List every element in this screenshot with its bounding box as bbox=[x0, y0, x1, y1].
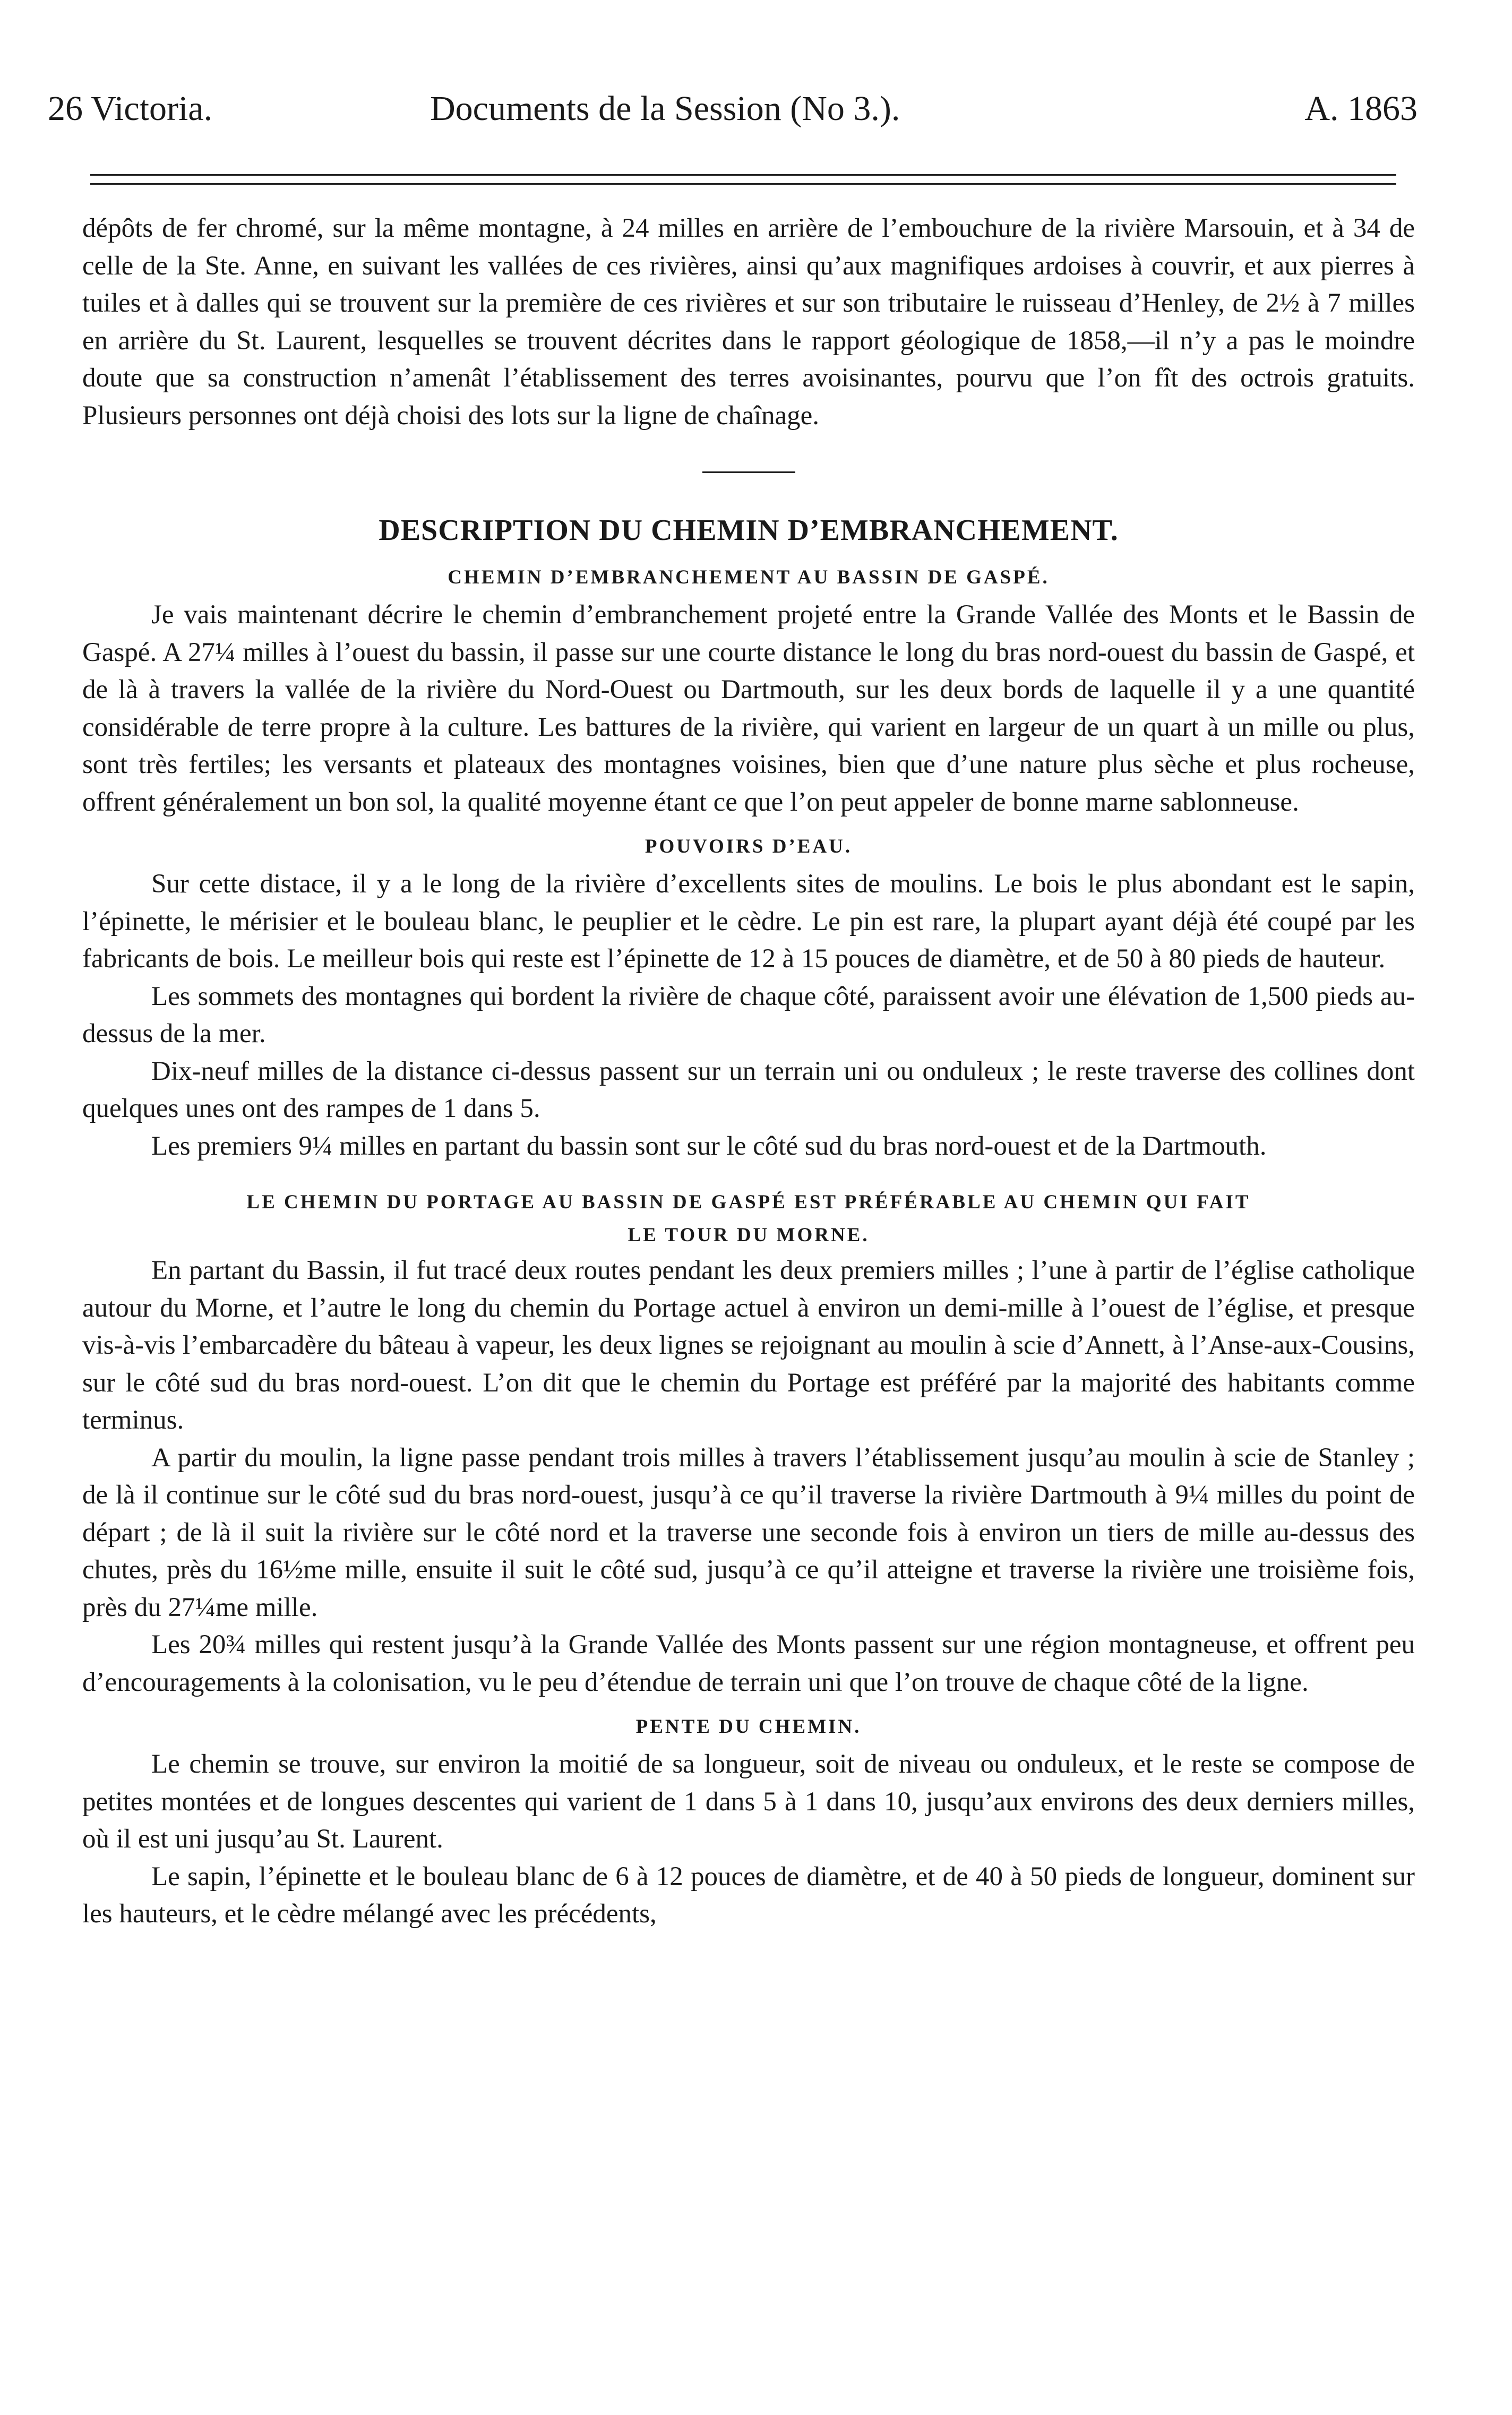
section-heading-slope: PENTE DU CHEMIN. bbox=[635, 1716, 862, 1738]
header-title: Documents de la Session (No 3.). bbox=[430, 89, 900, 128]
document-body bbox=[82, 210, 1415, 1933]
main-heading: DESCRIPTION DU CHEMIN D’EMBRANCHEMENT. bbox=[379, 514, 1119, 547]
running-header bbox=[48, 80, 1418, 138]
section-heading-portage bbox=[82, 1186, 1415, 1252]
section-heading-water-power: POUVOIRS D’EAU. bbox=[645, 836, 853, 857]
header-double-rule bbox=[90, 174, 1396, 185]
paragraph: Dix-neuf milles de la distance ci-dessus passent sur un terrain uni ou onduleux ; le reste traverse des collines dont quelques unes ont des rampes de 1 dans 5. bbox=[82, 1056, 1415, 1123]
paragraph: Le sapin, l’épinette et le bouleau blanc de 6 à 12 pouces de diamètre, et de 40 à 50 pieds de longueur, dominent sur les hauteurs, et le cèdre mélangé avec les précédents, bbox=[82, 1861, 1415, 1929]
paragraph: Les sommets des montagnes qui bordent la rivière de chaque côté, paraissent avoir une élévation de 1,500 pieds au-dessus de la mer. bbox=[82, 981, 1415, 1048]
section-heading-gaspe: CHEMIN D’EMBRANCHEMENT AU BASSIN DE GASPÉ. bbox=[448, 566, 1050, 588]
paragraph: Les 20¾ milles qui restent jusqu’à la Grande Vallée des Monts passent sur une région montagneuse, et offrent peu d’encouragements à la colonisation, vu le peu d’étendue de terrain uni que l’on trouve de chaque côté de la ligne. bbox=[82, 1630, 1415, 1697]
header-year: A. 1863 bbox=[1304, 89, 1418, 128]
paragraph: Je vais maintenant décrire le chemin d’embranchement projeté entre la Grande Vallée des Monts et le Bassin de Gaspé. A 27¼ milles à l’ouest du bassin, il passe sur une courte distance le long du bras nord-ouest du bassin de Gaspé, et de là à travers la vallée de la rivière du Nord-Ouest ou Dartmouth, sur les deux bords de laquelle il y a une quantité considérable de terre propre à la culture. Les battures de la rivière, qui varient en largeur de un quart à un mille ou plus, sont très fertiles; les versants et plateaux des montagnes voisines, bien que d’une nature plus sèche et plus rocheuse, offrent généralement un bon sol, la qualité moyenne étant ce que l’on peut appeler de bonne marne sablonneuse. bbox=[82, 600, 1415, 817]
section-divider bbox=[702, 471, 795, 473]
intro-paragraph: dépôts de fer chromé, sur la même montagne, à 24 milles en arrière de l’embouchure de la rivière Marsouin, et à 34 de celle de la Ste. Anne, en suivant les vallées de ces rivières, ainsi qu’aux magnifiques ardoises à couvrir, et aux pierres à tuiles et à dalles qui se trouvent sur la première de ces rivières et sur son tributaire le ruisseau d’Henley, de 2½ à 7 milles en arrière du St. Laurent, lesquelles se trouvent décrites dans le rapport géologique de 1858,—il n’y a pas le moindre doute que sa construction n’amenât l’établissement des terres avoisinantes, pourvu que l’on fît des octrois gratuits. Plusieurs personnes ont déjà choisi des lots sur la ligne de chaînage. bbox=[82, 213, 1415, 431]
paragraph: A partir du moulin, la ligne passe pendant trois milles à travers l’établissement jusqu’au moulin à scie de Stanley ; de là il continue sur le côté sud du bras nord-ouest, jusqu’à ce qu’il traverse la rivière Dartmouth à 9¼ milles du point de départ ; de là il suit la rivière sur le côté nord et la traverse une seconde fois à environ un tiers de mille au-dessus des chutes, près du 16½me mille, ensuite il suit le côté sud, jusqu’à ce qu’il atteigne et traverse la rivière une troisième fois, près du 27¼me mille. bbox=[82, 1442, 1415, 1622]
paragraph: Les premiers 9¼ milles en partant du bassin sont sur le côté sud du bras nord-ouest et de la Dartmouth. bbox=[151, 1131, 1267, 1161]
paragraph: En partant du Bassin, il fut tracé deux routes pendant les deux premiers milles ; l’une à partir de l’église catholique autour du Morne, et l’autre le long du chemin du Portage actuel à environ un demi-mille à l’ouest de l’église, et presque vis-à-vis l’embarcadère du bâteau à vapeur, les deux lignes se rejoignant au moulin à scie d’Annett, à l’Anse-aux-Cousins, sur le côté sud du bras nord-ouest. L’on dit que le chemin du Portage est préféré par la majorité des habitants comme terminus. bbox=[82, 1256, 1415, 1435]
section-heading-portage-line1: LE CHEMIN DU PORTAGE AU BASSIN DE GASPÉ EST PRÉFÉRABLE AU CHEMIN QUI FAIT bbox=[246, 1191, 1251, 1213]
paragraph: Sur cette distace, il y a le long de la rivière d’excellents sites de moulins. Le bois le plus abondant est le sapin, l’épinette, le mérisier et le bouleau blanc, le peuplier et le cèdre. Le pin est rare, la plupart ayant déjà été coupé par les fabricants de bois. Le meilleur bois qui reste est l’épinette de 12 à 15 pouces de diamètre, et de 50 à 80 pieds de hauteur. bbox=[82, 869, 1415, 974]
section-heading-portage-line2: LE TOUR DU MORNE. bbox=[628, 1224, 870, 1246]
header-volume: 26 Victoria. bbox=[48, 89, 213, 128]
paragraph: Le chemin se trouve, sur environ la moitié de sa longueur, soit de niveau ou onduleux, et le reste se compose de petites montées et de longues descentes qui varient de 1 dans 5 à 1 dans 10, jusqu’aux environs des deux derniers milles, où il est uni jusqu’au St. Laurent. bbox=[82, 1749, 1415, 1854]
